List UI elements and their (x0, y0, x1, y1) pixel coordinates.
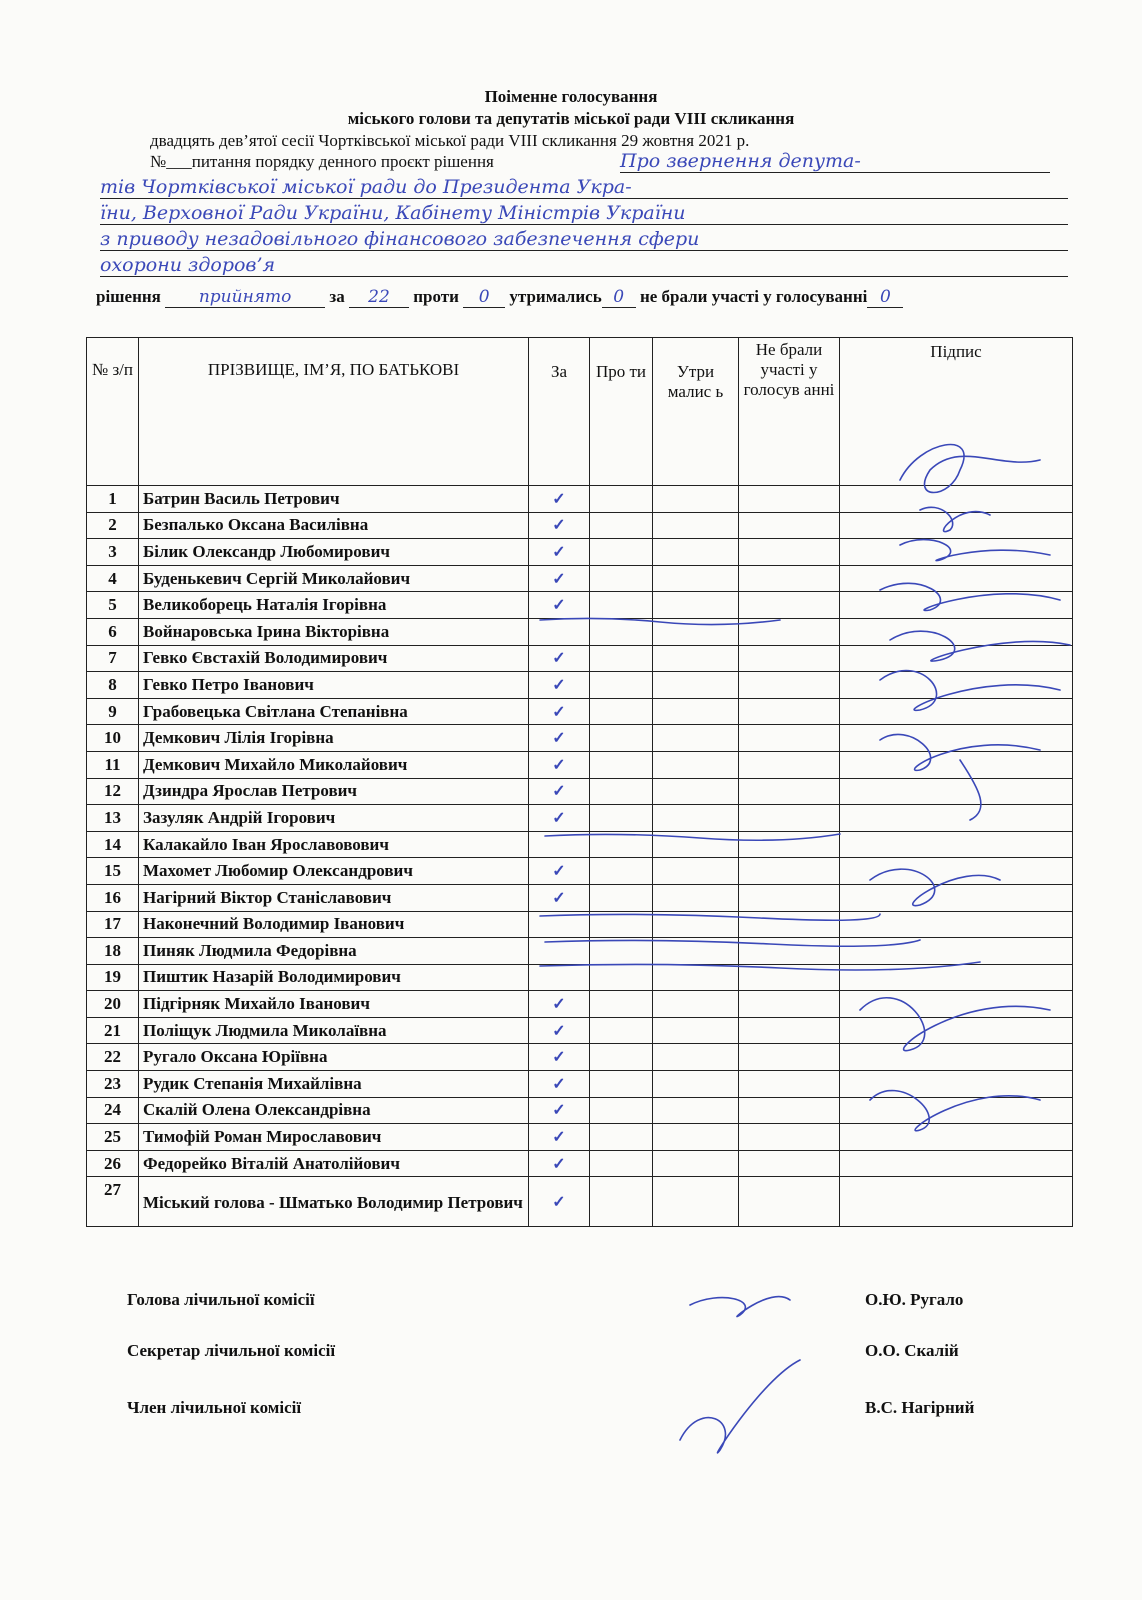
row-proty (590, 751, 653, 778)
chair-label: Голова лічильної комісії (127, 1290, 315, 1309)
row-nebr (739, 618, 840, 645)
row-name: Пиштик Назарій Володимирович (139, 964, 529, 991)
row-proty (590, 831, 653, 858)
row-name: Нагірний Віктор Станіславович (139, 884, 529, 911)
row-za: ✓ (529, 592, 590, 619)
row-proty (590, 698, 653, 725)
row-proty (590, 618, 653, 645)
row-number: 13 (87, 805, 139, 832)
row-name: Скалій Олена Олександрівна (139, 1097, 529, 1124)
row-nebr (739, 1150, 840, 1177)
row-signature (840, 565, 1073, 592)
proty-label: проти (413, 287, 459, 306)
utr-count: 0 (602, 287, 636, 308)
row-nebr (739, 592, 840, 619)
row-utr (653, 645, 739, 672)
table-row (87, 858, 1073, 885)
row-name: Ругало Оксана Юріївна (139, 1044, 529, 1071)
row-number: 1 (87, 486, 139, 513)
table-row (87, 645, 1073, 672)
row-proty (590, 805, 653, 832)
row-utr (653, 539, 739, 566)
row-utr (653, 1017, 739, 1044)
row-za: ✓ (529, 858, 590, 885)
row-signature (840, 1044, 1073, 1071)
row-utr (653, 1150, 739, 1177)
za-count: 22 (349, 287, 409, 308)
table-row (87, 1097, 1073, 1124)
row-za: ✓ (529, 645, 590, 672)
row-za: ✓ (529, 512, 590, 539)
row-number: 10 (87, 725, 139, 752)
row-number: 15 (87, 858, 139, 885)
row-nebr (739, 486, 840, 513)
row-za: ✓ (529, 1097, 590, 1124)
row-utr (653, 778, 739, 805)
row-za: ✓ (529, 1124, 590, 1151)
row-signature (840, 725, 1073, 752)
table-row (87, 1150, 1073, 1177)
row-number: 21 (87, 1017, 139, 1044)
table-row (87, 831, 1073, 858)
col-proty-header: Про ти (590, 338, 653, 486)
row-number: 14 (87, 831, 139, 858)
row-utr (653, 1177, 739, 1227)
row-utr (653, 512, 739, 539)
row-za: ✓ (529, 565, 590, 592)
row-name: Федорейко Віталій Анатолійович (139, 1150, 529, 1177)
row-proty (590, 565, 653, 592)
row-nebr (739, 672, 840, 699)
row-signature (840, 884, 1073, 911)
row-za: ✓ (529, 778, 590, 805)
row-utr (653, 672, 739, 699)
row-signature (840, 539, 1073, 566)
row-nebr (739, 698, 840, 725)
decision-line (96, 287, 903, 308)
row-signature (840, 1017, 1073, 1044)
row-proty (590, 778, 653, 805)
row-proty (590, 592, 653, 619)
row-utr (653, 1124, 739, 1151)
row-name: Зазуляк Андрій Ігорович (139, 805, 529, 832)
row-signature (840, 831, 1073, 858)
row-signature (840, 1150, 1073, 1177)
table-row (87, 512, 1073, 539)
row-number: 25 (87, 1124, 139, 1151)
question-prefix: №___питання порядку денного проєкт рішення (150, 152, 494, 171)
table-row (87, 672, 1073, 699)
row-utr (653, 1071, 739, 1098)
row-proty (590, 1150, 653, 1177)
signature-icon (680, 1360, 800, 1453)
table-row (87, 539, 1073, 566)
row-utr (653, 964, 739, 991)
row-za: ✓ (529, 1044, 590, 1071)
session-line: двадцять дев’ятої сесії Чортківської міської ради VIII скликання 29 жовтня 2021 р. (150, 131, 750, 150)
row-za (529, 618, 590, 645)
table-row (87, 725, 1073, 752)
row-nebr (739, 1071, 840, 1098)
row-signature (840, 991, 1073, 1018)
row-utr (653, 592, 739, 619)
row-name: Демкович Михайло Миколайович (139, 751, 529, 778)
table-row (87, 1044, 1073, 1071)
document-subtitle: міського голови та депутатів міської ради VIII скликання (347, 109, 795, 128)
row-proty (590, 1071, 653, 1098)
row-proty (590, 1097, 653, 1124)
table-row (87, 1017, 1073, 1044)
col-name-header: ПРІЗВИЩЕ, ІМ’Я, ПО БАТЬКОВІ (139, 338, 529, 486)
row-proty (590, 539, 653, 566)
row-signature (840, 1071, 1073, 1098)
row-name: Гевко Євстахій Володимирович (139, 645, 529, 672)
row-number: 26 (87, 1150, 139, 1177)
row-utr (653, 751, 739, 778)
row-nebr (739, 964, 840, 991)
row-number: 8 (87, 672, 139, 699)
row-nebr (739, 858, 840, 885)
row-signature (840, 512, 1073, 539)
row-za: ✓ (529, 672, 590, 699)
row-signature (840, 1177, 1073, 1227)
row-utr (653, 565, 739, 592)
row-proty (590, 1044, 653, 1071)
row-name: Войнаровська Ірина Вікторівна (139, 618, 529, 645)
row-signature (840, 805, 1073, 832)
nebr-count: 0 (867, 287, 903, 308)
table-row (87, 778, 1073, 805)
row-signature (840, 486, 1073, 513)
row-nebr (739, 991, 840, 1018)
row-za (529, 938, 590, 965)
row-name: Махомет Любомир Олександрович (139, 858, 529, 885)
row-za (529, 831, 590, 858)
question-text-line-1: Про звернення депута- (620, 150, 1050, 173)
row-name: Пиняк Людмила Федорівна (139, 938, 529, 965)
table-row (87, 938, 1073, 965)
row-nebr (739, 778, 840, 805)
row-name: Грабовецька Світлана Степанівна (139, 698, 529, 725)
row-name: Батрин Василь Петрович (139, 486, 529, 513)
row-proty (590, 964, 653, 991)
row-za: ✓ (529, 991, 590, 1018)
row-signature (840, 618, 1073, 645)
row-signature (840, 645, 1073, 672)
table-row (87, 964, 1073, 991)
row-nebr (739, 1124, 840, 1151)
question-text-line-3: їни, Верховної Ради України, Кабінету Міністрів України (100, 202, 1068, 225)
row-proty (590, 884, 653, 911)
row-number: 3 (87, 539, 139, 566)
row-number: 5 (87, 592, 139, 619)
row-signature (840, 672, 1073, 699)
row-number: 7 (87, 645, 139, 672)
secretary-name: О.О. Скалій (865, 1341, 959, 1360)
table-row (87, 698, 1073, 725)
question-text-line-4: з приводу незадовільного фінансового забезпечення сфери (100, 228, 1068, 251)
row-utr (653, 698, 739, 725)
row-signature (840, 964, 1073, 991)
row-signature (840, 911, 1073, 938)
row-nebr (739, 938, 840, 965)
row-utr (653, 858, 739, 885)
row-signature (840, 751, 1073, 778)
row-name: Білик Олександр Любомирович (139, 539, 529, 566)
row-proty (590, 672, 653, 699)
utr-label: утримались (509, 287, 602, 306)
row-number: 6 (87, 618, 139, 645)
row-za: ✓ (529, 884, 590, 911)
row-proty (590, 725, 653, 752)
row-nebr (739, 645, 840, 672)
row-proty (590, 911, 653, 938)
row-nebr (739, 1017, 840, 1044)
row-proty (590, 858, 653, 885)
row-za: ✓ (529, 486, 590, 513)
decision-value: прийнято (165, 287, 325, 308)
row-nebr (739, 725, 840, 752)
col-za-header: За (529, 338, 590, 486)
document-title: Поіменне голосування (484, 87, 658, 106)
row-number: 12 (87, 778, 139, 805)
row-number: 4 (87, 565, 139, 592)
row-nebr (739, 1044, 840, 1071)
row-za: ✓ (529, 1177, 590, 1227)
row-nebr (739, 1097, 840, 1124)
row-name: Безпалько Оксана Василівна (139, 512, 529, 539)
proty-count: 0 (463, 287, 505, 308)
row-utr (653, 831, 739, 858)
row-utr (653, 991, 739, 1018)
row-number: 2 (87, 512, 139, 539)
row-signature (840, 1124, 1073, 1151)
nebr-label: не брали участі у голосуванні (639, 287, 868, 306)
row-number: 20 (87, 991, 139, 1018)
secretary-label: Секретар лічильної комісії (127, 1341, 336, 1360)
row-nebr (739, 831, 840, 858)
row-za (529, 911, 590, 938)
col-no-header: № з/п (87, 338, 139, 486)
row-nebr (739, 751, 840, 778)
row-za: ✓ (529, 1017, 590, 1044)
table-row (87, 565, 1073, 592)
row-za: ✓ (529, 1150, 590, 1177)
table-row (87, 911, 1073, 938)
row-name: Великоборець Наталія Ігорівна (139, 592, 529, 619)
row-name: Тимофій Роман Мирославович (139, 1124, 529, 1151)
chair-name: О.Ю. Ругало (865, 1290, 964, 1309)
row-name: Демкович Лілія Ігорівна (139, 725, 529, 752)
row-za: ✓ (529, 1071, 590, 1098)
row-proty (590, 486, 653, 513)
row-number: 27 (87, 1177, 139, 1227)
row-utr (653, 1097, 739, 1124)
row-nebr (739, 805, 840, 832)
row-proty (590, 1017, 653, 1044)
row-name: Міський голова - Шматько Володимир Петрович (139, 1177, 529, 1227)
row-utr (653, 1044, 739, 1071)
row-za: ✓ (529, 805, 590, 832)
row-nebr (739, 512, 840, 539)
voting-table (86, 337, 1073, 1227)
row-utr (653, 618, 739, 645)
col-utr-header: Утри малис ь (653, 338, 739, 486)
member-name: В.С. Нагірний (865, 1398, 975, 1417)
table-row (87, 592, 1073, 619)
row-name: Поліщук Людмила Миколаївна (139, 1017, 529, 1044)
row-number: 19 (87, 964, 139, 991)
row-za: ✓ (529, 698, 590, 725)
col-sign-header: Підпис (840, 338, 1073, 486)
row-proty (590, 938, 653, 965)
row-signature (840, 778, 1073, 805)
row-name: Підгірняк Михайло Іванович (139, 991, 529, 1018)
table-row (87, 1071, 1073, 1098)
row-nebr (739, 911, 840, 938)
row-name: Буденькевич Сергій Миколайович (139, 565, 529, 592)
question-text-line-5: охорони здоров’я (100, 254, 1068, 277)
row-signature (840, 938, 1073, 965)
row-proty (590, 1177, 653, 1227)
row-number: 23 (87, 1071, 139, 1098)
table-row (87, 1177, 1073, 1227)
row-signature (840, 698, 1073, 725)
row-proty (590, 991, 653, 1018)
table-row (87, 486, 1073, 513)
table-row (87, 1124, 1073, 1151)
row-nebr (739, 539, 840, 566)
row-utr (653, 486, 739, 513)
table-row (87, 805, 1073, 832)
row-name: Калакайло Іван Ярославовович (139, 831, 529, 858)
row-name: Наконечний Володимир Іванович (139, 911, 529, 938)
table-row (87, 991, 1073, 1018)
member-label: Член лічильної комісії (127, 1398, 302, 1417)
row-number: 22 (87, 1044, 139, 1071)
row-number: 11 (87, 751, 139, 778)
row-signature (840, 1097, 1073, 1124)
za-label: за (329, 287, 345, 306)
table-header-row (87, 338, 1073, 486)
row-number: 18 (87, 938, 139, 965)
row-proty (590, 512, 653, 539)
row-nebr (739, 884, 840, 911)
row-utr (653, 725, 739, 752)
row-signature (840, 858, 1073, 885)
row-utr (653, 805, 739, 832)
col-nebr-header: Не брали участі у голосув анні (739, 338, 840, 486)
row-za: ✓ (529, 539, 590, 566)
row-number: 17 (87, 911, 139, 938)
table-row (87, 751, 1073, 778)
row-proty (590, 1124, 653, 1151)
question-text-line-2: тів Чортківської міської ради до Президента Укра- (100, 176, 1068, 199)
row-proty (590, 645, 653, 672)
row-utr (653, 938, 739, 965)
row-nebr (739, 1177, 840, 1227)
signature-icon (690, 1297, 790, 1317)
row-utr (653, 911, 739, 938)
row-number: 24 (87, 1097, 139, 1124)
table-row (87, 618, 1073, 645)
table-row (87, 884, 1073, 911)
row-signature (840, 592, 1073, 619)
decision-label: рішення (96, 287, 161, 306)
row-number: 16 (87, 884, 139, 911)
row-nebr (739, 565, 840, 592)
row-name: Рудик Степанія Михайлівна (139, 1071, 529, 1098)
row-name: Гевко Петро Іванович (139, 672, 529, 699)
row-za: ✓ (529, 751, 590, 778)
row-name: Дзиндра Ярослав Петрович (139, 778, 529, 805)
row-number: 9 (87, 698, 139, 725)
row-utr (653, 884, 739, 911)
row-za: ✓ (529, 725, 590, 752)
row-za (529, 964, 590, 991)
